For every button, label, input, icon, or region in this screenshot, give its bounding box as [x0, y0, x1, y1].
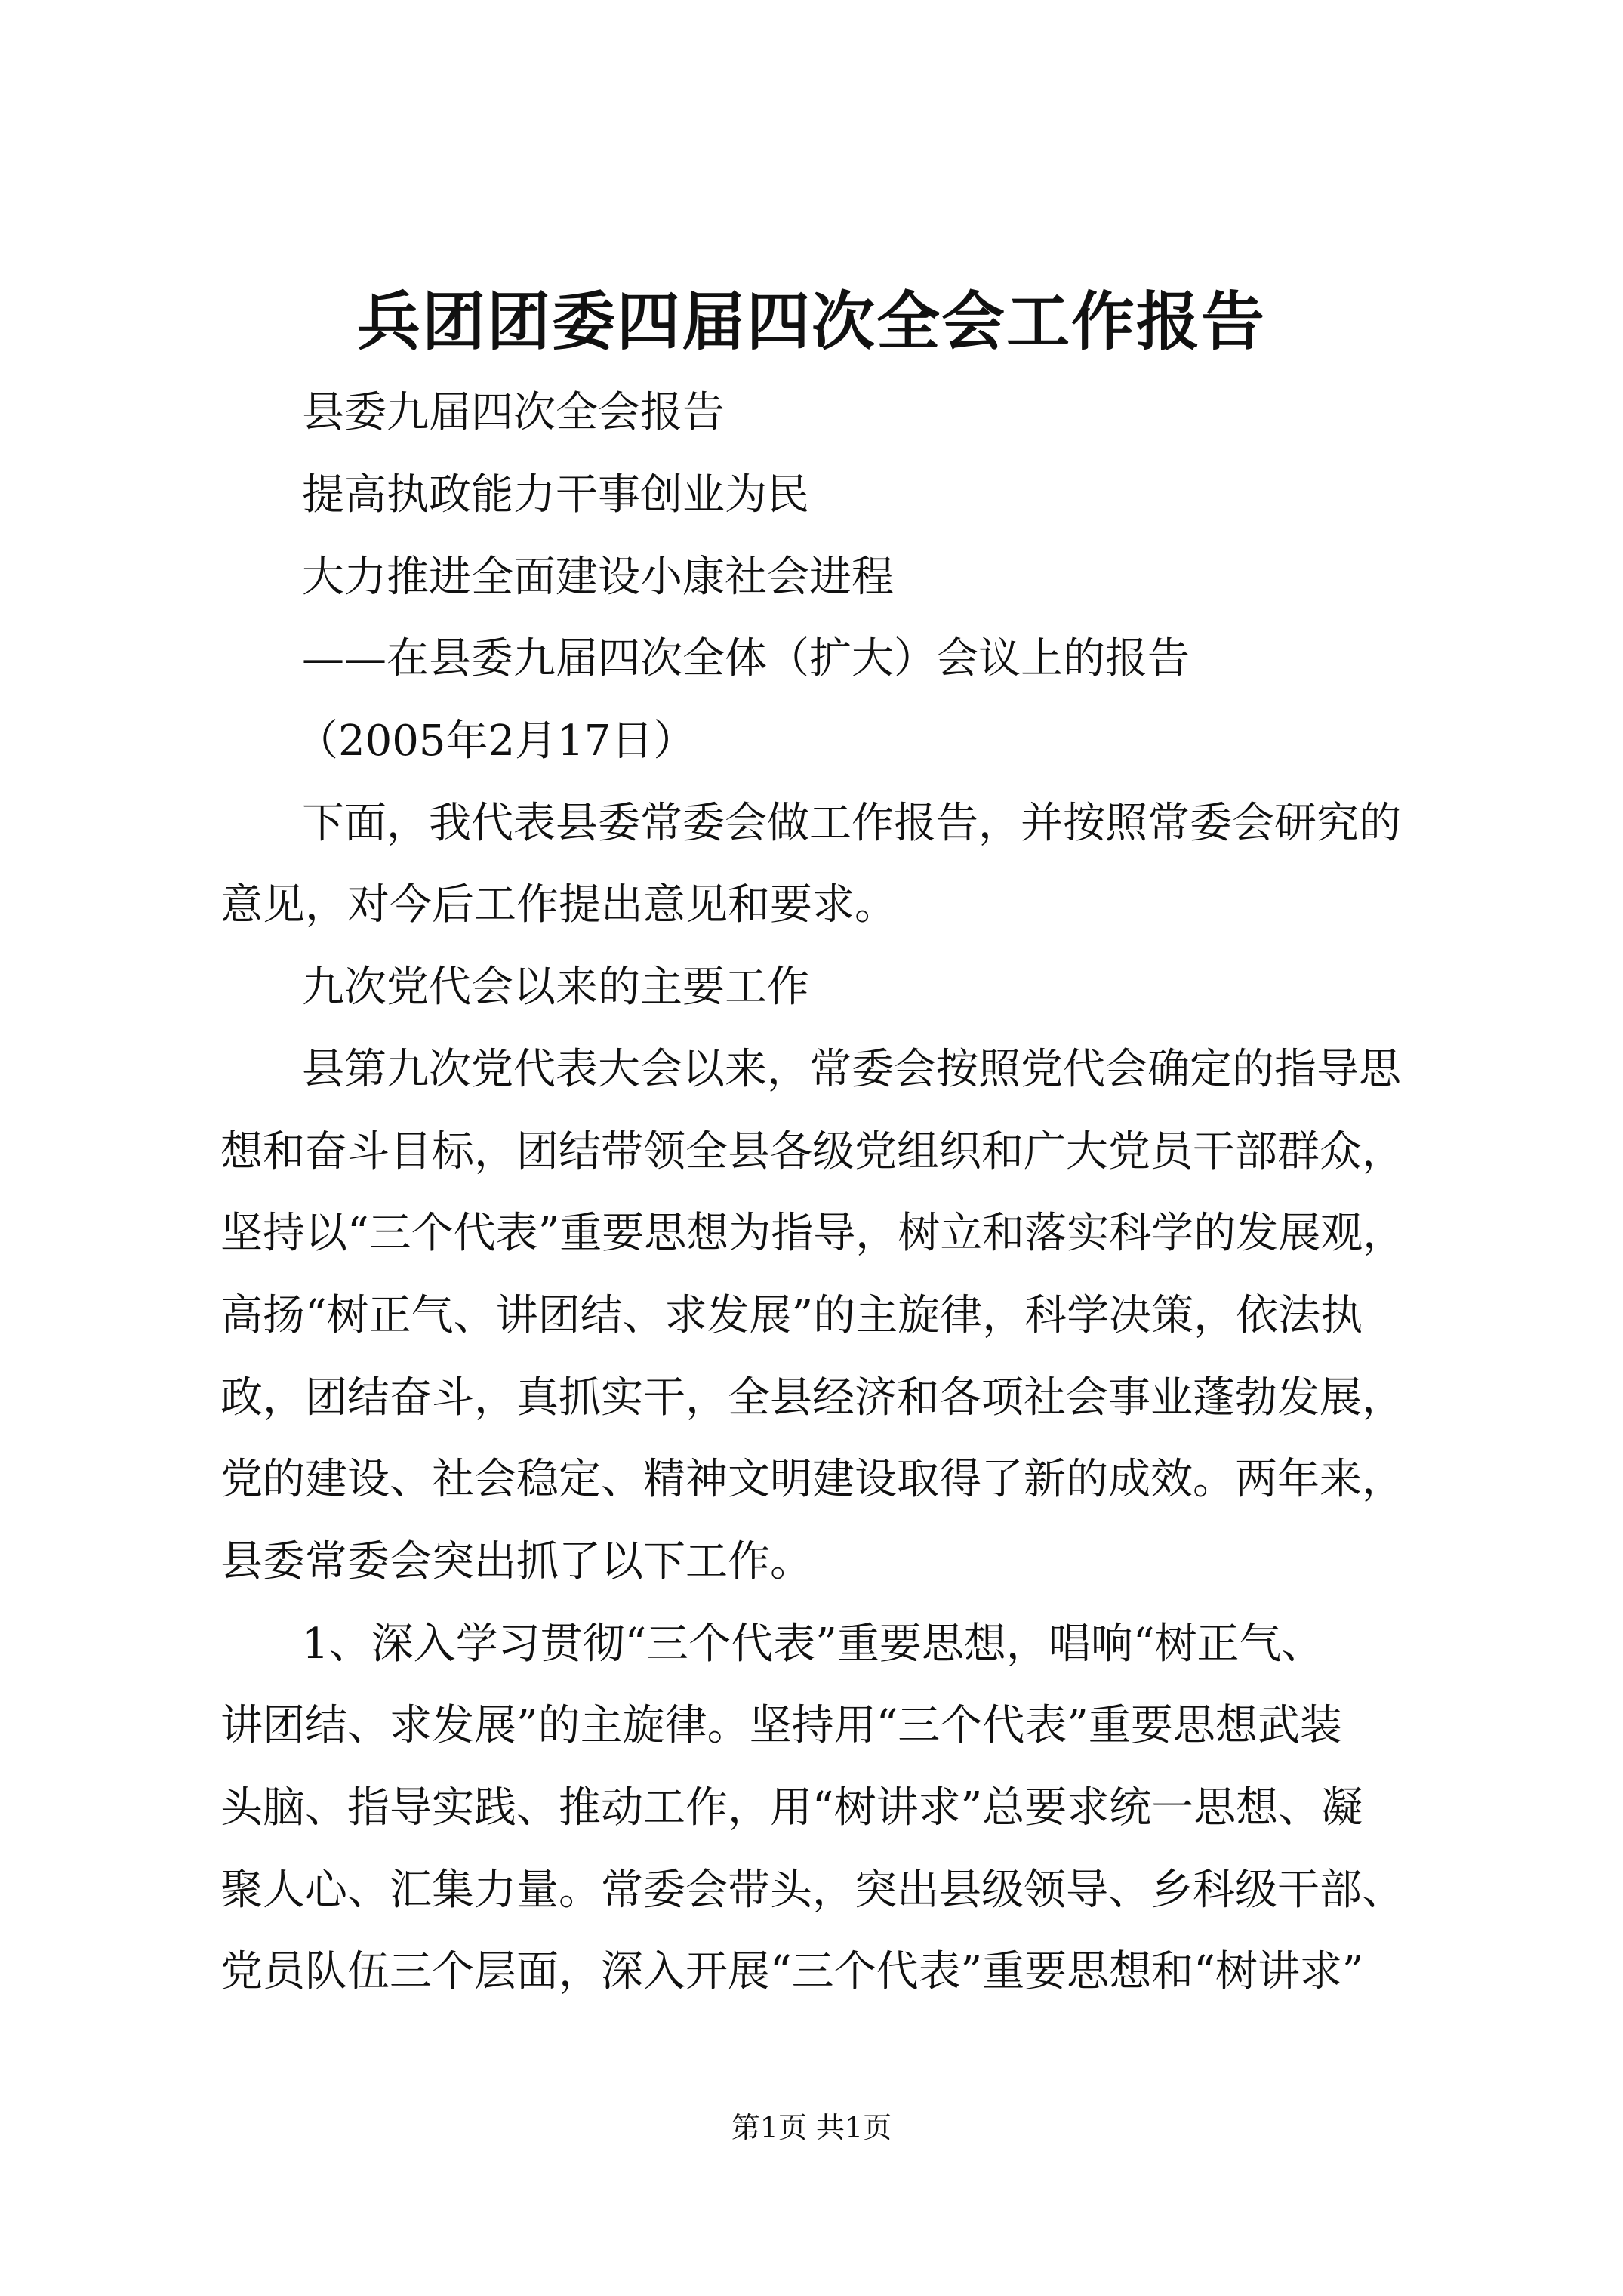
para3-line-2: 讲团结、求发展”的主旋律。坚持用“三个代表”重要思想武装 — [220, 1701, 1342, 1750]
para1-line-2: 意见，对今后工作提出意见和要求。 — [220, 880, 897, 929]
page-number-footer: 第1页 共1页 — [731, 2111, 892, 2144]
document-title: 兵团团委四届四次全会工作报告 — [356, 284, 1266, 359]
header-line-4: ——在县委九届四次全体（扩大）会议上的报告 — [302, 634, 1190, 683]
para3-line-4: 聚人心、汇集力量。常委会带头，突出县级领导、乡科级干部、 — [220, 1866, 1404, 1915]
para2-line-3: 坚持以“三个代表”重要思想为指导，树立和落实科学的发展观， — [220, 1209, 1406, 1258]
para3-line-5: 党员队伍三个层面，深入开展“三个代表”重要思想和“树讲求” — [220, 1947, 1364, 1996]
para1-line-1: 下面，我代表县委常委会做工作报告，并按照常委会研究的 — [302, 799, 1401, 848]
para2-line-4: 高扬“树正气、讲团结、求发展”的主旋律，科学决策，依法执 — [220, 1291, 1363, 1340]
header-line-2: 提高执政能力干事创业为民 — [302, 470, 809, 519]
header-line-3: 大力推进全面建设小康社会进程 — [302, 553, 894, 602]
header-line-1: 县委九届四次全会报告 — [302, 388, 725, 437]
para3-line-3: 头脑、指导实践、推动工作，用“树讲求”总要求统一思想、凝 — [220, 1783, 1363, 1832]
section-heading: 九次党代会以来的主要工作 — [302, 963, 809, 1012]
para2-line-5: 政，团结奋斗，真抓实干，全县经济和各项社会事业蓬勃发展， — [220, 1373, 1404, 1422]
para3-line-1: 1、深入学习贯彻“三个代表”重要思想，唱响“树正气、 — [302, 1620, 1324, 1669]
date-line: （2005年2月17日） — [296, 717, 696, 766]
para2-line-1: 县第九次党代表大会以来，常委会按照党代会确定的指导思 — [302, 1045, 1401, 1094]
para2-line-2: 想和奋斗目标，团结带领全县各级党组织和广大党员干部群众， — [220, 1127, 1404, 1176]
para2-line-6: 党的建设、社会稳定、精神文明建设取得了新的成效。两年来， — [220, 1455, 1404, 1504]
para2-line-7: 县委常委会突出抓了以下工作。 — [220, 1537, 812, 1586]
